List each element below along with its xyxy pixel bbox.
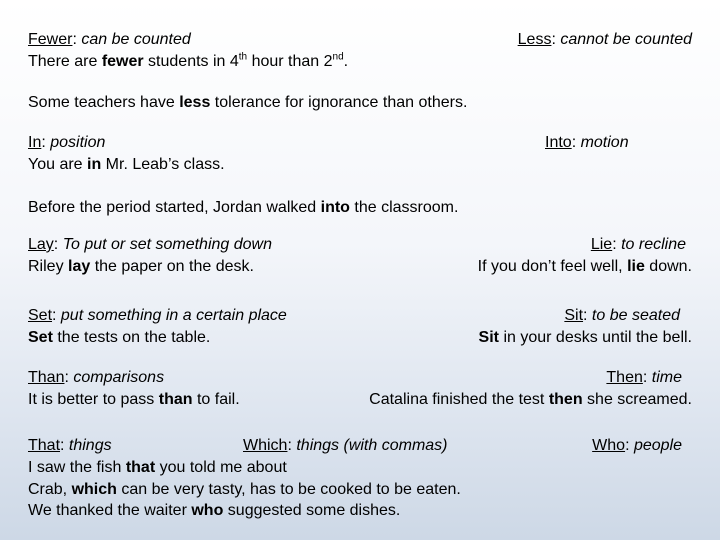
which-example-keyword: which: [71, 481, 117, 498]
that-example: [28, 457, 287, 479]
fewer-example-superscript: nd: [332, 51, 344, 63]
which-example-text: Crab,: [28, 481, 72, 498]
in-heading: [28, 132, 105, 154]
that-term: That: [28, 437, 61, 454]
fewer-example: [28, 51, 348, 73]
who-example-text: We thanked the waiter: [28, 502, 192, 519]
into-example-keyword: into: [320, 199, 350, 216]
who-colon: :: [625, 437, 634, 454]
sit-colon: :: [583, 307, 592, 324]
lie-example: [478, 256, 692, 278]
fewer-example-keyword: fewer: [101, 53, 144, 70]
who-term: Who: [592, 437, 626, 454]
in-example-keyword: in: [87, 156, 102, 173]
in-example-text: You are: [28, 156, 88, 173]
that-colon: :: [60, 437, 69, 454]
lie-colon: :: [612, 236, 622, 253]
set-example-keyword: Set: [28, 329, 53, 346]
sit-heading: [564, 305, 680, 327]
into-heading: [545, 132, 629, 154]
fewer-example-text: hour than 2: [247, 53, 333, 70]
lie-definition: to recline: [621, 236, 686, 253]
set-heading: [28, 305, 287, 327]
set-colon: :: [52, 307, 61, 324]
then-example-keyword: then: [548, 391, 583, 408]
which-definition: things (with commas): [296, 437, 448, 454]
which-term: Which: [243, 437, 288, 454]
less-definition: cannot be counted: [560, 31, 692, 48]
lay-definition: To put or set something down: [62, 236, 272, 253]
lay-heading: [28, 234, 272, 256]
then-example-text: she screamed.: [582, 391, 692, 408]
than-heading: [28, 367, 164, 389]
lie-example-text: If you don’t feel well,: [477, 258, 628, 275]
in-definition: position: [50, 134, 106, 151]
than-term: Than: [28, 369, 65, 386]
lie-example-text: down.: [644, 258, 692, 275]
in-example: [28, 154, 225, 176]
than-definition: comparisons: [73, 369, 165, 386]
lie-term: Lie: [590, 236, 613, 253]
who-heading: [592, 435, 682, 457]
which-heading: [243, 435, 448, 457]
in-colon: :: [41, 134, 51, 151]
fewer-definition: can be counted: [81, 31, 191, 48]
less-example-keyword: less: [179, 94, 211, 111]
which-example: [28, 479, 461, 501]
lay-term: Lay: [28, 236, 54, 253]
then-term: Then: [606, 369, 643, 386]
fewer-example-text: students in 4: [143, 53, 239, 70]
set-term: Set: [28, 307, 53, 324]
who-example-keyword: who: [191, 502, 224, 519]
fewer-term: Fewer: [28, 31, 73, 48]
in-example-text: Mr. Leab’s class.: [101, 156, 225, 173]
sit-example-text: in your desks until the bell.: [499, 329, 692, 346]
less-example: [28, 92, 467, 114]
set-example: [28, 327, 210, 349]
into-example: [28, 197, 458, 219]
set-definition: put something in a certain place: [60, 307, 287, 324]
which-colon: :: [287, 437, 297, 454]
than-colon: :: [64, 369, 74, 386]
that-example-text: I saw the fish: [28, 459, 126, 476]
lie-heading: [591, 234, 686, 256]
fewer-example-text: There are: [28, 53, 102, 70]
lay-example-text: Riley: [28, 258, 69, 275]
sit-definition: to be seated: [591, 307, 680, 324]
less-colon: :: [551, 31, 561, 48]
fewer-example-text: .: [343, 53, 349, 70]
less-example-text: tolerance for ignorance than others.: [210, 94, 468, 111]
than-example-keyword: than: [158, 391, 193, 408]
fewer-example-superscript: th: [238, 51, 248, 63]
then-example: [369, 389, 692, 411]
then-example-text: Catalina finished the test: [369, 391, 549, 408]
then-definition: time: [651, 369, 682, 386]
lay-colon: :: [53, 236, 63, 253]
that-definition: things: [68, 437, 112, 454]
sit-example: [479, 327, 692, 349]
than-example-text: to fail.: [192, 391, 240, 408]
into-example-text: Before the period started, Jordan walked: [28, 199, 321, 216]
less-term: Less: [517, 31, 552, 48]
that-example-keyword: that: [125, 459, 156, 476]
into-definition: motion: [580, 134, 629, 151]
into-term: Into: [545, 134, 572, 151]
fewer-colon: :: [72, 31, 82, 48]
who-definition: people: [633, 437, 682, 454]
which-example-text: can be very tasty, has to be cooked to be eaten.: [116, 481, 461, 498]
in-term: In: [28, 134, 42, 151]
who-example-text: suggested some dishes.: [223, 502, 401, 519]
than-example: [28, 389, 240, 411]
that-heading: [28, 435, 112, 457]
sit-term: Sit: [564, 307, 584, 324]
than-example-text: It is better to pass: [28, 391, 159, 408]
lay-example: [28, 256, 254, 278]
fewer-heading: [28, 29, 191, 51]
then-colon: :: [642, 369, 652, 386]
into-colon: :: [571, 134, 581, 151]
less-heading: [518, 29, 692, 51]
then-heading: [606, 367, 682, 389]
into-example-text: the classroom.: [349, 199, 459, 216]
who-example: [28, 500, 400, 522]
sit-example-keyword: Sit: [478, 329, 499, 346]
less-example-text: Some teachers have: [28, 94, 180, 111]
set-example-text: the tests on the table.: [52, 329, 211, 346]
lay-example-keyword: lay: [68, 258, 91, 275]
that-example-text: you told me about: [155, 459, 287, 476]
lie-example-keyword: lie: [627, 258, 645, 275]
lay-example-text: the paper on the desk.: [90, 258, 254, 275]
